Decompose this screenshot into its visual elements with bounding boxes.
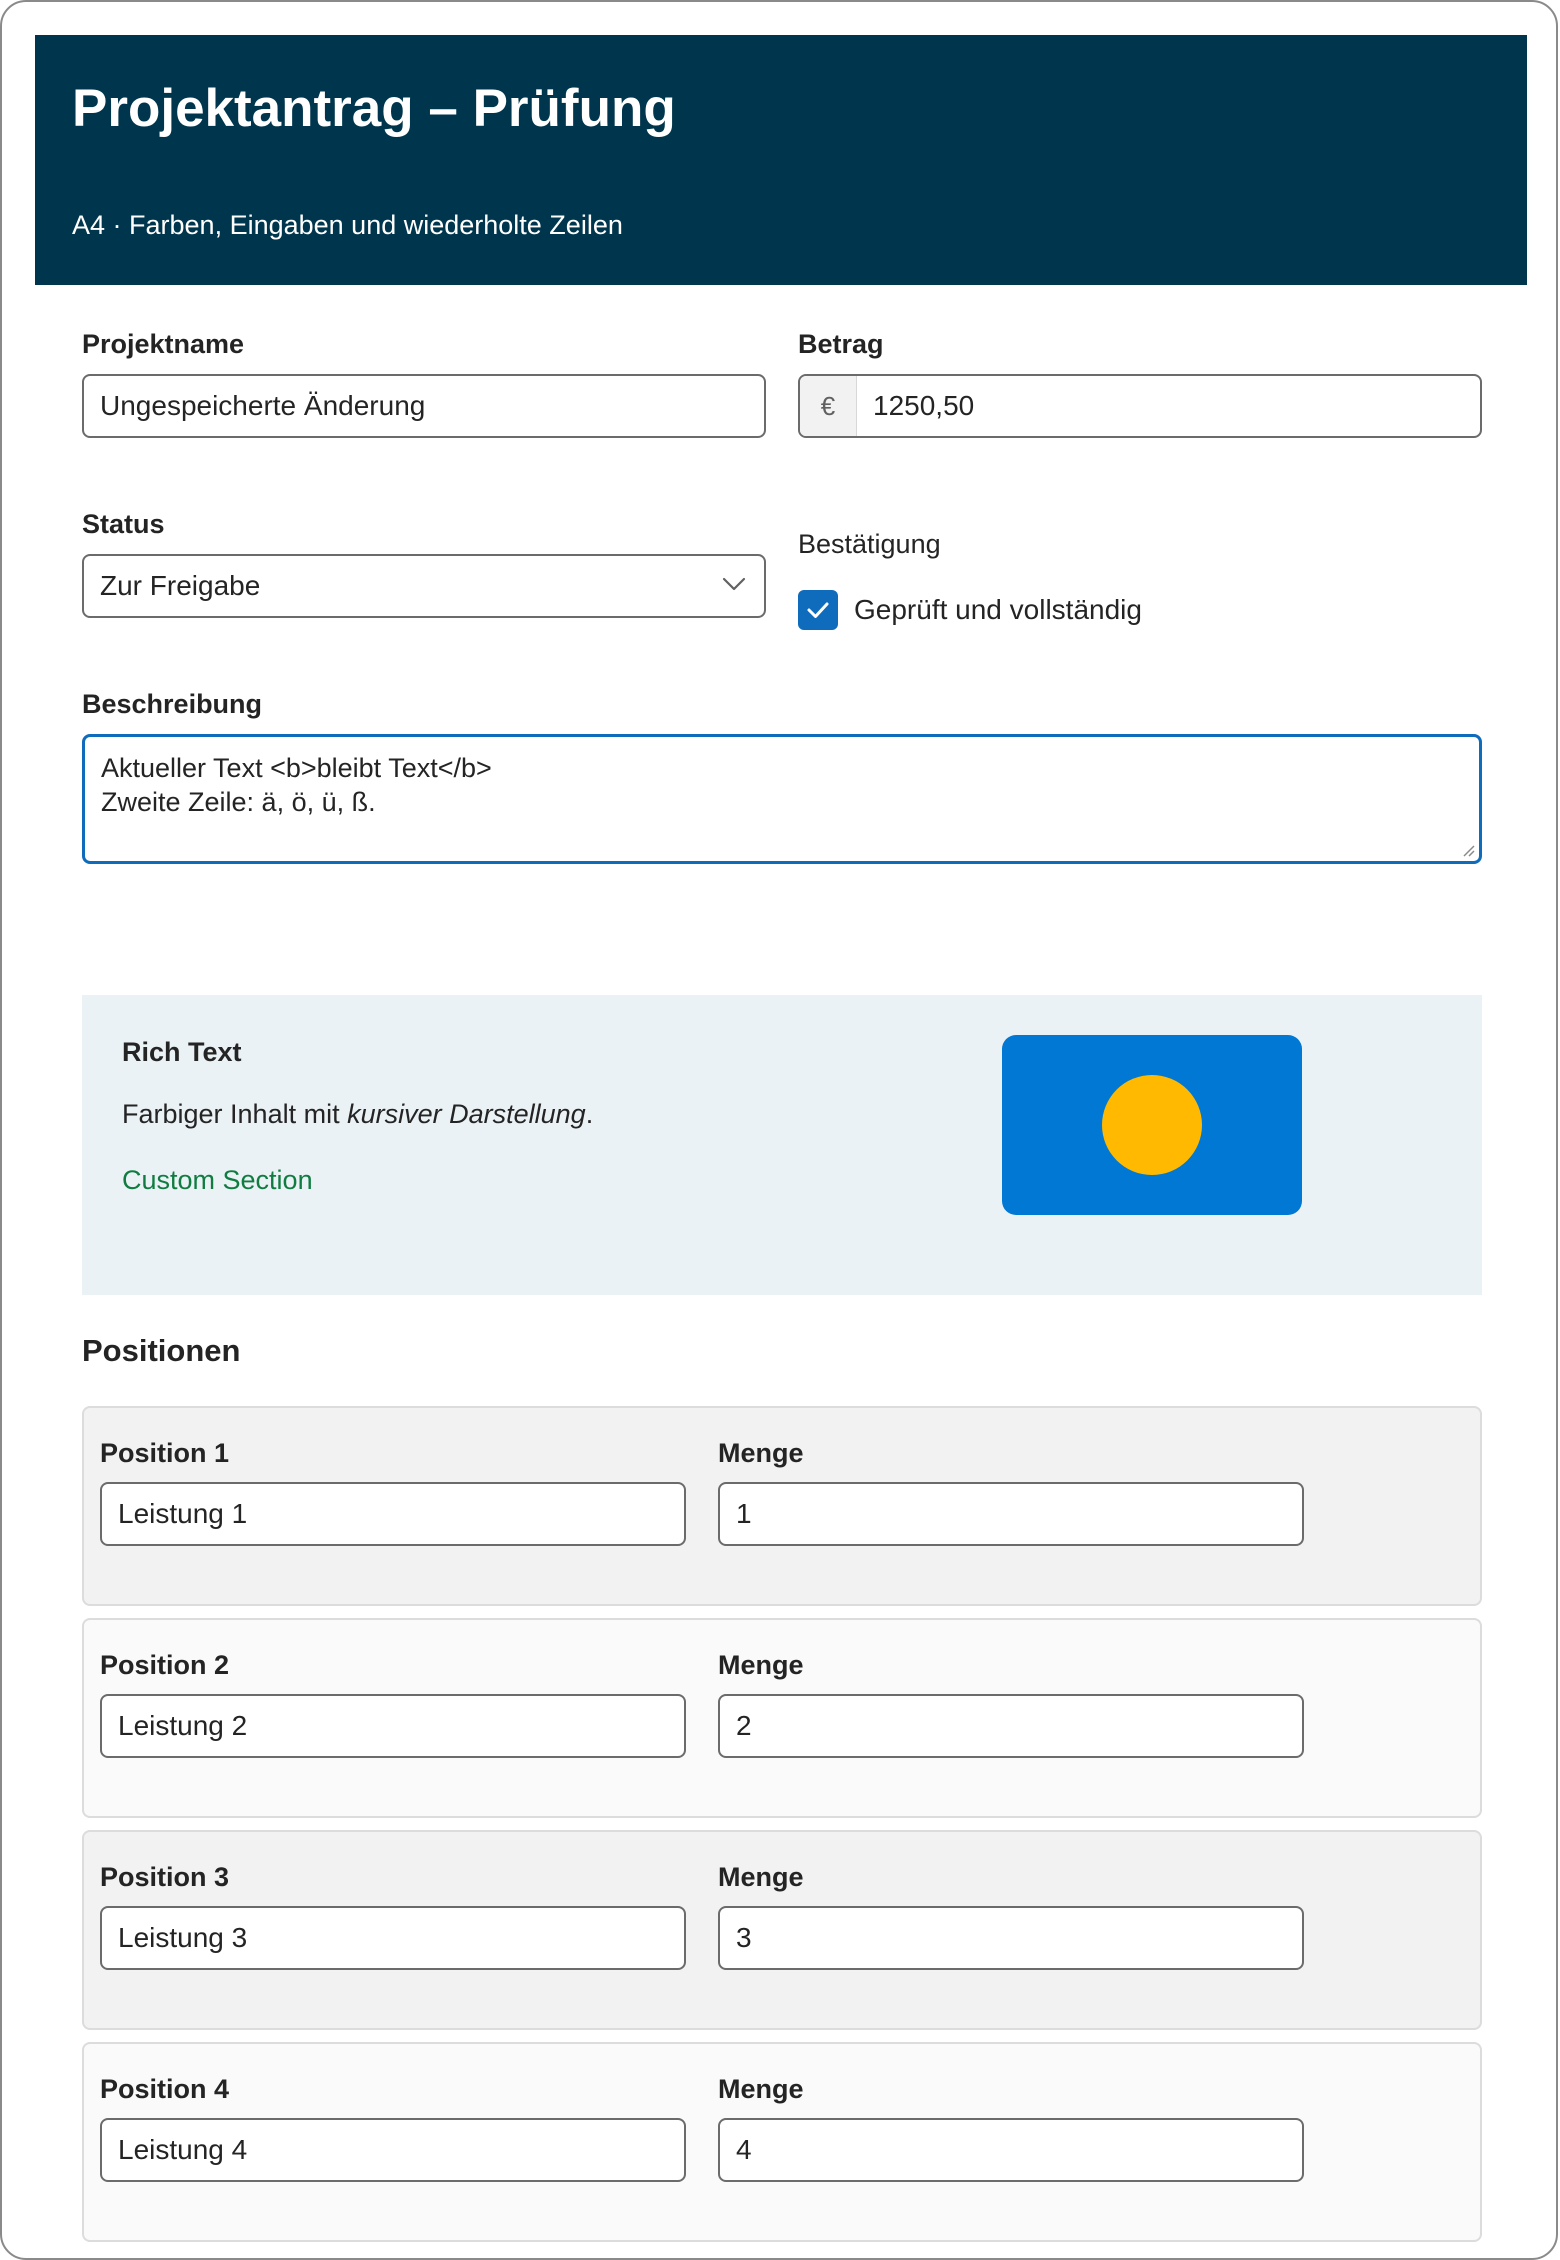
menge-input[interactable] bbox=[718, 1482, 1304, 1546]
sun-image bbox=[1002, 1035, 1302, 1215]
menge-value: 4 bbox=[736, 2134, 752, 2165]
bestaetigung-checkbox-label[interactable]: Geprüft und vollständig bbox=[854, 594, 1142, 625]
position-value: Leistung 4 bbox=[118, 2134, 248, 2165]
rich-text-body-italic: kursiver Darstellung bbox=[347, 1099, 586, 1129]
bestaetigung-checkbox[interactable] bbox=[798, 590, 838, 630]
menge-value: 2 bbox=[736, 1710, 752, 1741]
menge-input[interactable] bbox=[718, 2118, 1304, 2182]
checkmark-icon bbox=[798, 590, 838, 630]
position-input[interactable] bbox=[100, 1694, 686, 1758]
positionen-title: Positionen bbox=[82, 1333, 241, 1368]
menge-value: 3 bbox=[736, 1922, 752, 1953]
chevron-down-icon bbox=[720, 570, 748, 598]
menge-label: Menge bbox=[718, 1650, 804, 1680]
betrag-label: Betrag bbox=[798, 329, 884, 359]
projektname-label: Projektname bbox=[82, 329, 245, 359]
custom-section-text: Custom Section bbox=[122, 1165, 313, 1195]
bestaetigung-label: Bestätigung bbox=[798, 529, 941, 559]
rich-text-body-suffix: . bbox=[585, 1099, 594, 1129]
position-label: Position 2 bbox=[100, 1650, 230, 1680]
rich-text-section bbox=[82, 995, 1482, 1295]
status-value: Zur Freigabe bbox=[100, 570, 261, 601]
position-input[interactable] bbox=[100, 2118, 686, 2182]
resize-handle-icon[interactable] bbox=[1459, 841, 1475, 857]
rich-text-body-prefix: Farbiger Inhalt mit bbox=[122, 1099, 348, 1129]
position-row bbox=[82, 1618, 1482, 1818]
position-value: Leistung 2 bbox=[118, 1710, 248, 1741]
betrag-input[interactable] bbox=[798, 374, 1482, 438]
position-row bbox=[82, 1406, 1482, 1606]
sun-icon bbox=[1102, 1075, 1202, 1175]
rich-text-title: Rich Text bbox=[122, 1037, 242, 1067]
beschreibung-textarea[interactable] bbox=[82, 734, 1482, 864]
beschreibung-line-1: Aktueller Text <b>bleibt Text</b> bbox=[101, 753, 492, 783]
header-banner bbox=[35, 35, 1527, 285]
position-value: Leistung 3 bbox=[118, 1922, 248, 1953]
menge-label: Menge bbox=[718, 2074, 804, 2104]
position-row bbox=[82, 1830, 1482, 2030]
beschreibung-line-2: Zweite Zeile: ä, ö, ü, ß. bbox=[101, 787, 376, 817]
page-title: Projektantrag – Prüfung bbox=[72, 79, 676, 138]
position-input[interactable] bbox=[100, 1482, 686, 1546]
position-value: Leistung 1 bbox=[118, 1498, 248, 1529]
beschreibung-label: Beschreibung bbox=[82, 689, 263, 719]
position-label: Position 3 bbox=[100, 1862, 230, 1892]
betrag-value: 1250,50 bbox=[873, 390, 975, 421]
status-select[interactable] bbox=[82, 554, 766, 618]
menge-label: Menge bbox=[718, 1862, 804, 1892]
projektname-input[interactable] bbox=[82, 374, 766, 438]
menge-label: Menge bbox=[718, 1438, 804, 1468]
menge-value: 1 bbox=[736, 1498, 752, 1529]
menge-input[interactable] bbox=[718, 1906, 1304, 1970]
position-row bbox=[82, 2042, 1482, 2242]
status-label: Status bbox=[82, 509, 165, 539]
page-subtitle: A4 · Farben, Eingaben und wiederholte Zeilen bbox=[72, 210, 623, 240]
position-label: Position 4 bbox=[100, 2074, 230, 2104]
rich-text-body bbox=[122, 1099, 593, 1130]
position-label: Position 1 bbox=[100, 1438, 230, 1468]
euro-icon: € bbox=[800, 376, 857, 436]
position-input[interactable] bbox=[100, 1906, 686, 1970]
menge-input[interactable] bbox=[718, 1694, 1304, 1758]
projektname-value: Ungespeicherte Änderung bbox=[100, 390, 426, 421]
